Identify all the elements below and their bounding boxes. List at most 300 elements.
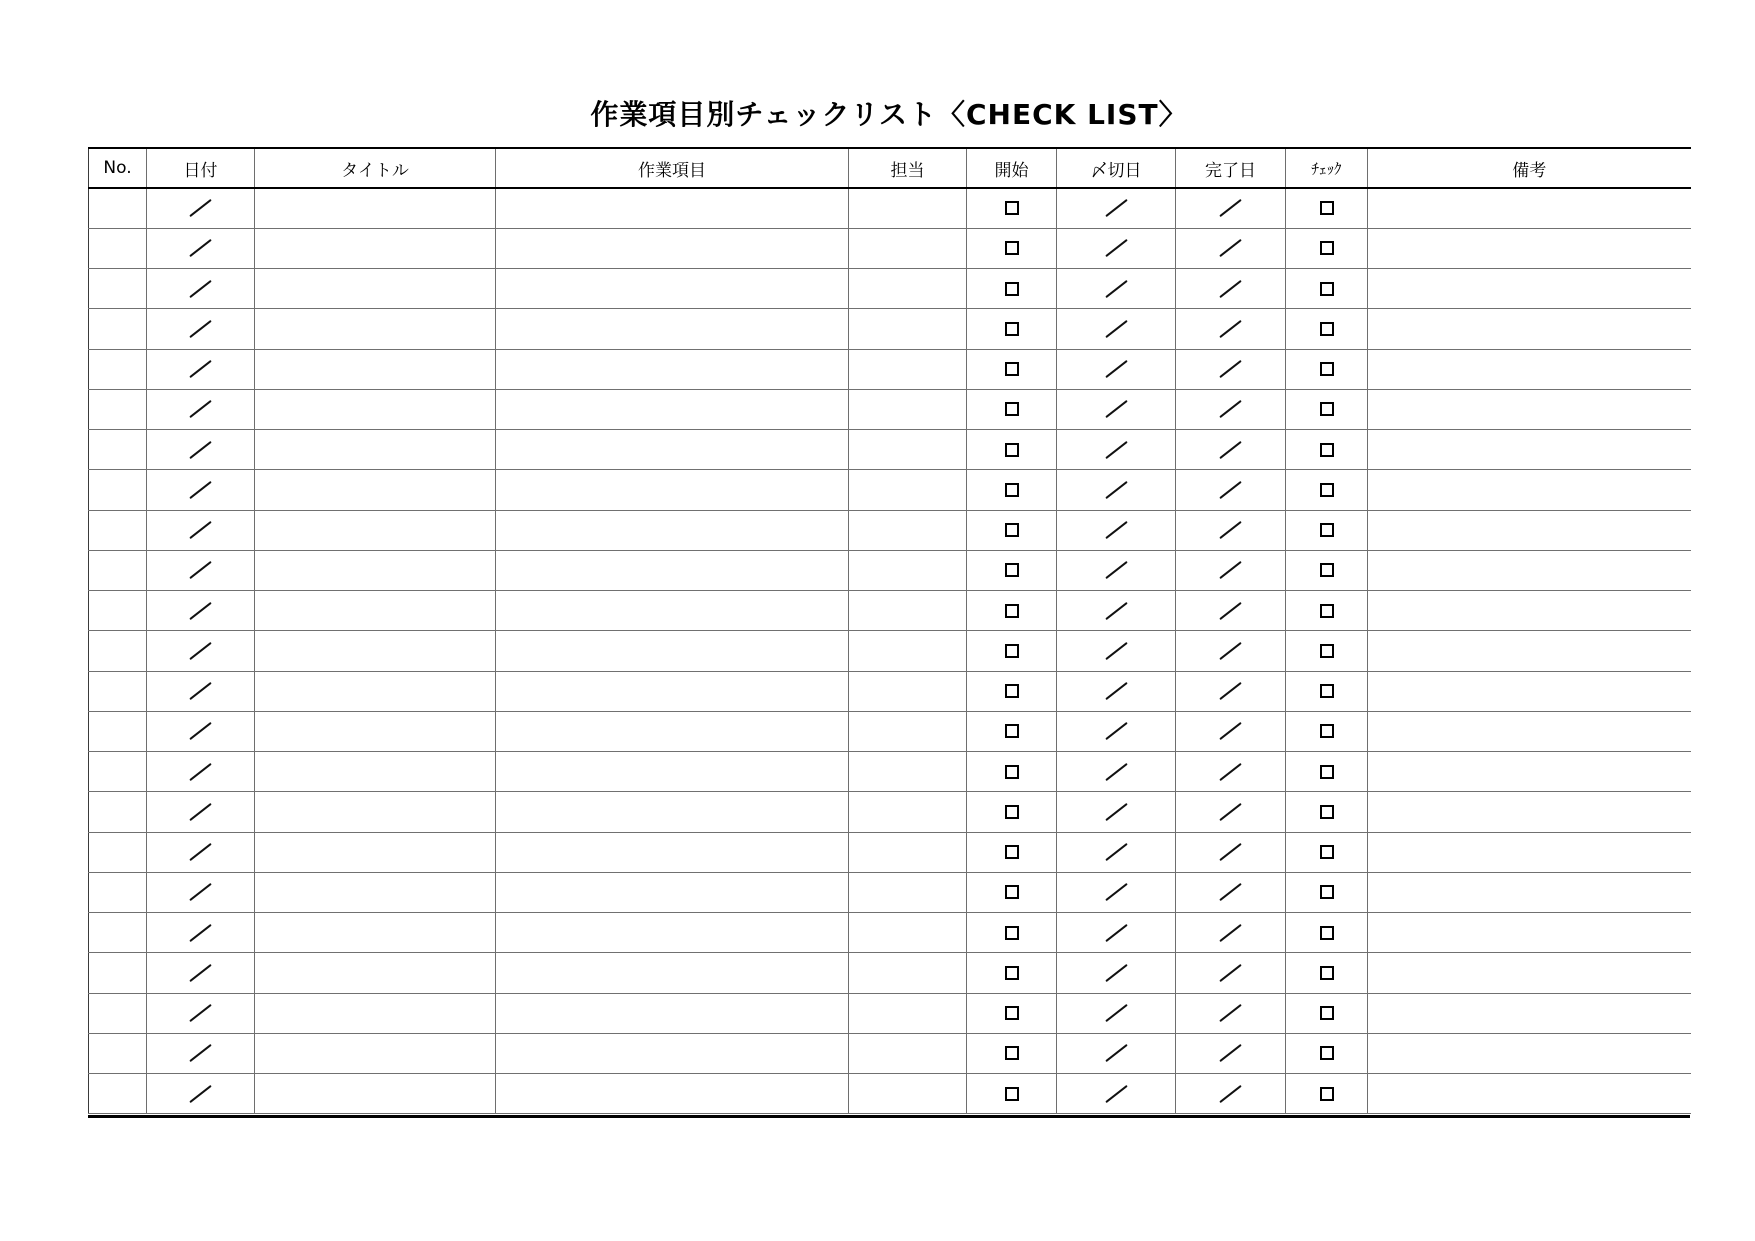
empty-cell bbox=[496, 229, 848, 268]
table-row bbox=[89, 1074, 1691, 1114]
empty-cell bbox=[849, 1034, 966, 1073]
checkbox-icon[interactable] bbox=[1005, 724, 1019, 738]
date-placeholder bbox=[147, 994, 254, 1033]
slash-icon bbox=[189, 803, 212, 821]
cell-check bbox=[1286, 228, 1368, 268]
cell-deadline bbox=[1057, 631, 1176, 671]
empty-cell bbox=[496, 953, 848, 992]
cell-notes bbox=[1368, 752, 1691, 792]
slash-icon bbox=[1105, 1044, 1128, 1062]
empty-cell bbox=[255, 229, 495, 268]
slash-icon bbox=[1219, 763, 1242, 781]
slash-icon bbox=[189, 481, 212, 499]
cell-check bbox=[1286, 953, 1368, 993]
checkbox-icon[interactable] bbox=[1320, 241, 1334, 255]
cell-complete bbox=[1176, 510, 1286, 550]
checkbox-placeholder bbox=[967, 430, 1056, 469]
empty-cell bbox=[255, 189, 495, 228]
checkbox-icon[interactable] bbox=[1320, 362, 1334, 376]
empty-cell bbox=[89, 350, 146, 389]
slash-icon bbox=[189, 521, 212, 539]
empty-cell bbox=[255, 551, 495, 590]
slash-icon bbox=[189, 924, 212, 942]
slash-icon bbox=[1105, 481, 1128, 499]
slash-icon bbox=[1105, 602, 1128, 620]
cell-deadline bbox=[1057, 228, 1176, 268]
date-placeholder bbox=[1176, 430, 1285, 469]
cell-no bbox=[89, 913, 147, 953]
cell-no bbox=[89, 671, 147, 711]
slash-icon bbox=[189, 280, 212, 298]
cell-start bbox=[967, 309, 1057, 349]
cell-check bbox=[1286, 671, 1368, 711]
checkbox-placeholder bbox=[1286, 833, 1367, 872]
checkbox-placeholder bbox=[967, 631, 1056, 670]
date-placeholder bbox=[147, 309, 254, 348]
cell-start bbox=[967, 832, 1057, 872]
empty-cell bbox=[255, 350, 495, 389]
empty-cell bbox=[849, 189, 966, 228]
cell-task bbox=[496, 430, 849, 470]
table-row bbox=[89, 631, 1691, 671]
slash-icon bbox=[1219, 320, 1242, 338]
checkbox-icon[interactable] bbox=[1320, 926, 1334, 940]
cell-title bbox=[255, 711, 496, 751]
cell-date bbox=[147, 591, 255, 631]
empty-cell bbox=[1368, 470, 1691, 509]
checkbox-icon[interactable] bbox=[1320, 684, 1334, 698]
cell-no bbox=[89, 389, 147, 429]
cell-title bbox=[255, 470, 496, 510]
date-placeholder bbox=[1176, 1034, 1285, 1073]
cell-start bbox=[967, 550, 1057, 590]
cell-check bbox=[1286, 349, 1368, 389]
date-placeholder bbox=[1057, 1034, 1175, 1073]
empty-cell bbox=[496, 350, 848, 389]
cell-complete bbox=[1176, 631, 1286, 671]
empty-cell bbox=[849, 229, 966, 268]
date-placeholder bbox=[1057, 390, 1175, 429]
cell-date bbox=[147, 430, 255, 470]
cell-owner bbox=[849, 228, 967, 268]
cell-title bbox=[255, 832, 496, 872]
checkbox-icon[interactable] bbox=[1320, 282, 1334, 296]
date-placeholder bbox=[147, 551, 254, 590]
cell-date bbox=[147, 752, 255, 792]
cell-no bbox=[89, 711, 147, 751]
date-placeholder bbox=[1176, 873, 1285, 912]
cell-date bbox=[147, 711, 255, 751]
checkbox-icon[interactable] bbox=[1005, 765, 1019, 779]
slash-icon bbox=[1219, 1044, 1242, 1062]
checkbox-icon[interactable] bbox=[1005, 885, 1019, 899]
checkbox-placeholder bbox=[1286, 1034, 1367, 1073]
checkbox-icon[interactable] bbox=[1320, 805, 1334, 819]
table-row bbox=[89, 430, 1691, 470]
checklist-table-wrapper bbox=[88, 147, 1690, 1118]
cell-deadline bbox=[1057, 430, 1176, 470]
cell-notes bbox=[1368, 510, 1691, 550]
date-placeholder bbox=[1057, 873, 1175, 912]
cell-task bbox=[496, 591, 849, 631]
cell-notes bbox=[1368, 309, 1691, 349]
checkbox-placeholder bbox=[1286, 712, 1367, 751]
checkbox-icon[interactable] bbox=[1005, 926, 1019, 940]
date-placeholder bbox=[1057, 913, 1175, 952]
date-placeholder bbox=[147, 390, 254, 429]
checkbox-icon[interactable] bbox=[1320, 563, 1334, 577]
slash-icon bbox=[1219, 441, 1242, 459]
cell-date bbox=[147, 913, 255, 953]
cell-title bbox=[255, 1074, 496, 1114]
checkbox-icon[interactable] bbox=[1005, 1046, 1019, 1060]
empty-cell bbox=[255, 1034, 495, 1073]
empty-cell bbox=[1368, 631, 1691, 670]
checkbox-placeholder bbox=[967, 591, 1056, 630]
slash-icon bbox=[189, 763, 212, 781]
cell-date bbox=[147, 389, 255, 429]
checkbox-placeholder bbox=[967, 712, 1056, 751]
cell-no bbox=[89, 1074, 147, 1114]
slash-icon bbox=[1105, 883, 1128, 901]
checkbox-icon[interactable] bbox=[1005, 362, 1019, 376]
cell-title bbox=[255, 792, 496, 832]
slash-icon bbox=[1219, 843, 1242, 861]
empty-cell bbox=[496, 551, 848, 590]
slash-icon bbox=[189, 964, 212, 982]
empty-cell bbox=[496, 792, 848, 831]
cell-complete bbox=[1176, 872, 1286, 912]
cell-start bbox=[967, 993, 1057, 1033]
cell-check bbox=[1286, 550, 1368, 590]
date-placeholder bbox=[1176, 1074, 1285, 1113]
cell-complete bbox=[1176, 752, 1286, 792]
date-placeholder bbox=[147, 792, 254, 831]
checkbox-icon[interactable] bbox=[1320, 966, 1334, 980]
slash-icon bbox=[1219, 481, 1242, 499]
table-row bbox=[89, 470, 1691, 510]
checkbox-icon[interactable] bbox=[1005, 282, 1019, 296]
cell-task bbox=[496, 1033, 849, 1073]
checkbox-placeholder bbox=[967, 953, 1056, 992]
empty-cell bbox=[255, 833, 495, 872]
empty-cell bbox=[849, 390, 966, 429]
cell-check bbox=[1286, 430, 1368, 470]
empty-cell bbox=[496, 752, 848, 791]
empty-cell bbox=[849, 591, 966, 630]
checkbox-icon[interactable] bbox=[1005, 1006, 1019, 1020]
cell-complete bbox=[1176, 188, 1286, 228]
table-row bbox=[89, 269, 1691, 309]
slash-icon bbox=[1105, 239, 1128, 257]
cell-check bbox=[1286, 389, 1368, 429]
cell-no bbox=[89, 188, 147, 228]
column-header-date: 日付 bbox=[147, 148, 255, 188]
cell-owner bbox=[849, 269, 967, 309]
cell-deadline bbox=[1057, 550, 1176, 590]
cell-no bbox=[89, 752, 147, 792]
date-placeholder bbox=[1057, 189, 1175, 228]
slash-icon bbox=[1219, 1004, 1242, 1022]
empty-cell bbox=[255, 309, 495, 348]
cell-complete bbox=[1176, 993, 1286, 1033]
cell-notes bbox=[1368, 430, 1691, 470]
cell-complete bbox=[1176, 228, 1286, 268]
checkbox-icon[interactable] bbox=[1005, 322, 1019, 336]
checkbox-icon[interactable] bbox=[1320, 765, 1334, 779]
empty-cell bbox=[1368, 1034, 1691, 1073]
checkbox-icon[interactable] bbox=[1320, 1087, 1334, 1101]
cell-owner bbox=[849, 872, 967, 912]
date-placeholder bbox=[1176, 309, 1285, 348]
slash-icon bbox=[1105, 763, 1128, 781]
empty-cell bbox=[849, 792, 966, 831]
slash-icon bbox=[189, 441, 212, 459]
empty-cell bbox=[255, 591, 495, 630]
cell-check bbox=[1286, 591, 1368, 631]
cell-owner bbox=[849, 913, 967, 953]
checkbox-icon[interactable] bbox=[1005, 443, 1019, 457]
checkbox-placeholder bbox=[967, 1034, 1056, 1073]
checkbox-icon[interactable] bbox=[1005, 805, 1019, 819]
empty-cell bbox=[849, 350, 966, 389]
date-placeholder bbox=[1057, 631, 1175, 670]
cell-notes bbox=[1368, 550, 1691, 590]
checkbox-icon[interactable] bbox=[1005, 201, 1019, 215]
slash-icon bbox=[1105, 521, 1128, 539]
empty-cell bbox=[255, 953, 495, 992]
cell-complete bbox=[1176, 430, 1286, 470]
empty-cell bbox=[849, 913, 966, 952]
empty-cell bbox=[89, 913, 146, 952]
checkbox-icon[interactable] bbox=[1005, 402, 1019, 416]
slash-icon bbox=[1105, 722, 1128, 740]
cell-no bbox=[89, 953, 147, 993]
cell-start bbox=[967, 872, 1057, 912]
date-placeholder bbox=[1176, 551, 1285, 590]
cell-start bbox=[967, 631, 1057, 671]
empty-cell bbox=[255, 511, 495, 550]
cell-notes bbox=[1368, 470, 1691, 510]
slash-icon bbox=[189, 199, 212, 217]
table-row bbox=[89, 389, 1691, 429]
cell-owner bbox=[849, 631, 967, 671]
cell-date bbox=[147, 470, 255, 510]
cell-check bbox=[1286, 1074, 1368, 1114]
table-row bbox=[89, 1033, 1691, 1073]
empty-cell bbox=[89, 470, 146, 509]
checkbox-icon[interactable] bbox=[1005, 241, 1019, 255]
cell-deadline bbox=[1057, 389, 1176, 429]
checkbox-icon[interactable] bbox=[1320, 201, 1334, 215]
checkbox-icon[interactable] bbox=[1005, 483, 1019, 497]
cell-no bbox=[89, 1033, 147, 1073]
date-placeholder bbox=[1057, 350, 1175, 389]
slash-icon bbox=[1219, 924, 1242, 942]
checkbox-icon[interactable] bbox=[1320, 1046, 1334, 1060]
empty-cell bbox=[1368, 913, 1691, 952]
cell-date bbox=[147, 1074, 255, 1114]
checkbox-icon[interactable] bbox=[1320, 523, 1334, 537]
table-row bbox=[89, 711, 1691, 751]
table-row bbox=[89, 993, 1691, 1033]
cell-notes bbox=[1368, 349, 1691, 389]
slash-icon bbox=[1105, 280, 1128, 298]
cell-date bbox=[147, 993, 255, 1033]
cell-check bbox=[1286, 1033, 1368, 1073]
empty-cell bbox=[1368, 994, 1691, 1033]
cell-title bbox=[255, 993, 496, 1033]
checkbox-placeholder bbox=[967, 189, 1056, 228]
slash-icon bbox=[1105, 843, 1128, 861]
cell-notes bbox=[1368, 792, 1691, 832]
empty-cell bbox=[849, 833, 966, 872]
table-row bbox=[89, 671, 1691, 711]
empty-cell bbox=[496, 430, 848, 469]
checkbox-icon[interactable] bbox=[1320, 1006, 1334, 1020]
checkbox-icon[interactable] bbox=[1320, 845, 1334, 859]
cell-owner bbox=[849, 993, 967, 1033]
cell-complete bbox=[1176, 913, 1286, 953]
checkbox-placeholder bbox=[1286, 873, 1367, 912]
slash-icon bbox=[1105, 320, 1128, 338]
cell-check bbox=[1286, 913, 1368, 953]
checkbox-icon[interactable] bbox=[1005, 563, 1019, 577]
column-header-task: 作業項目 bbox=[496, 148, 849, 188]
cell-task bbox=[496, 671, 849, 711]
empty-cell bbox=[255, 873, 495, 912]
empty-cell bbox=[1368, 712, 1691, 751]
date-placeholder bbox=[1176, 189, 1285, 228]
cell-complete bbox=[1176, 470, 1286, 510]
empty-cell bbox=[849, 430, 966, 469]
cell-title bbox=[255, 953, 496, 993]
cell-task bbox=[496, 550, 849, 590]
empty-cell bbox=[1368, 511, 1691, 550]
empty-cell bbox=[849, 953, 966, 992]
cell-deadline bbox=[1057, 591, 1176, 631]
empty-cell bbox=[849, 631, 966, 670]
slash-icon bbox=[1219, 561, 1242, 579]
cell-owner bbox=[849, 188, 967, 228]
cell-no bbox=[89, 631, 147, 671]
cell-notes bbox=[1368, 913, 1691, 953]
cell-date bbox=[147, 671, 255, 711]
slash-icon bbox=[189, 1004, 212, 1022]
checkbox-icon[interactable] bbox=[1005, 604, 1019, 618]
cell-deadline bbox=[1057, 309, 1176, 349]
cell-no bbox=[89, 591, 147, 631]
empty-cell bbox=[1368, 953, 1691, 992]
checkbox-placeholder bbox=[1286, 591, 1367, 630]
checkbox-icon[interactable] bbox=[1005, 966, 1019, 980]
empty-cell bbox=[849, 752, 966, 791]
checkbox-placeholder bbox=[967, 390, 1056, 429]
cell-date bbox=[147, 792, 255, 832]
cell-no bbox=[89, 510, 147, 550]
date-placeholder bbox=[1057, 953, 1175, 992]
empty-cell bbox=[255, 994, 495, 1033]
empty-cell bbox=[255, 390, 495, 429]
cell-no bbox=[89, 993, 147, 1033]
checkbox-placeholder bbox=[967, 229, 1056, 268]
date-placeholder bbox=[1176, 631, 1285, 670]
checkbox-icon[interactable] bbox=[1320, 724, 1334, 738]
slash-icon bbox=[1219, 280, 1242, 298]
empty-cell bbox=[89, 672, 146, 711]
cell-title bbox=[255, 430, 496, 470]
checkbox-placeholder bbox=[967, 350, 1056, 389]
empty-cell bbox=[1368, 350, 1691, 389]
checkbox-icon[interactable] bbox=[1320, 322, 1334, 336]
date-placeholder bbox=[1057, 712, 1175, 751]
empty-cell bbox=[849, 712, 966, 751]
cell-deadline bbox=[1057, 269, 1176, 309]
cell-task bbox=[496, 953, 849, 993]
date-placeholder bbox=[147, 511, 254, 550]
empty-cell bbox=[255, 913, 495, 952]
table-row bbox=[89, 510, 1691, 550]
column-header-check: ﾁｪｯｸ bbox=[1286, 148, 1368, 188]
checkbox-placeholder bbox=[967, 551, 1056, 590]
table-row bbox=[89, 349, 1691, 389]
empty-cell bbox=[255, 1074, 495, 1113]
cell-start bbox=[967, 953, 1057, 993]
checkbox-placeholder bbox=[1286, 752, 1367, 791]
cell-check bbox=[1286, 510, 1368, 550]
checkbox-icon[interactable] bbox=[1320, 644, 1334, 658]
cell-deadline bbox=[1057, 953, 1176, 993]
cell-date bbox=[147, 228, 255, 268]
cell-start bbox=[967, 269, 1057, 309]
checkbox-icon[interactable] bbox=[1320, 604, 1334, 618]
page-title: 作業項目別チェックリスト〈CHECK LIST〉 bbox=[590, 98, 1188, 131]
slash-icon bbox=[1219, 803, 1242, 821]
cell-check bbox=[1286, 631, 1368, 671]
cell-no bbox=[89, 792, 147, 832]
date-placeholder bbox=[147, 470, 254, 509]
cell-owner bbox=[849, 671, 967, 711]
checkbox-icon[interactable] bbox=[1320, 402, 1334, 416]
empty-cell bbox=[496, 672, 848, 711]
cell-date bbox=[147, 269, 255, 309]
empty-cell bbox=[255, 470, 495, 509]
table-body bbox=[89, 188, 1691, 1114]
date-placeholder bbox=[1057, 994, 1175, 1033]
checkbox-icon[interactable] bbox=[1005, 845, 1019, 859]
checkbox-icon[interactable] bbox=[1320, 483, 1334, 497]
checkbox-icon[interactable] bbox=[1005, 684, 1019, 698]
checkbox-placeholder bbox=[1286, 511, 1367, 550]
checkbox-icon[interactable] bbox=[1005, 644, 1019, 658]
checkbox-placeholder bbox=[1286, 309, 1367, 348]
checkbox-icon[interactable] bbox=[1320, 885, 1334, 899]
column-header-start: 開始 bbox=[967, 148, 1057, 188]
column-header-owner: 担当 bbox=[849, 148, 967, 188]
cell-check bbox=[1286, 993, 1368, 1033]
cell-task bbox=[496, 188, 849, 228]
checkbox-icon[interactable] bbox=[1005, 1087, 1019, 1101]
slash-icon bbox=[1219, 400, 1242, 418]
date-placeholder bbox=[1057, 1074, 1175, 1113]
cell-no bbox=[89, 470, 147, 510]
cell-owner bbox=[849, 309, 967, 349]
date-placeholder bbox=[147, 752, 254, 791]
checkbox-icon[interactable] bbox=[1005, 523, 1019, 537]
date-placeholder bbox=[1176, 591, 1285, 630]
checkbox-icon[interactable] bbox=[1320, 443, 1334, 457]
date-placeholder bbox=[147, 712, 254, 751]
